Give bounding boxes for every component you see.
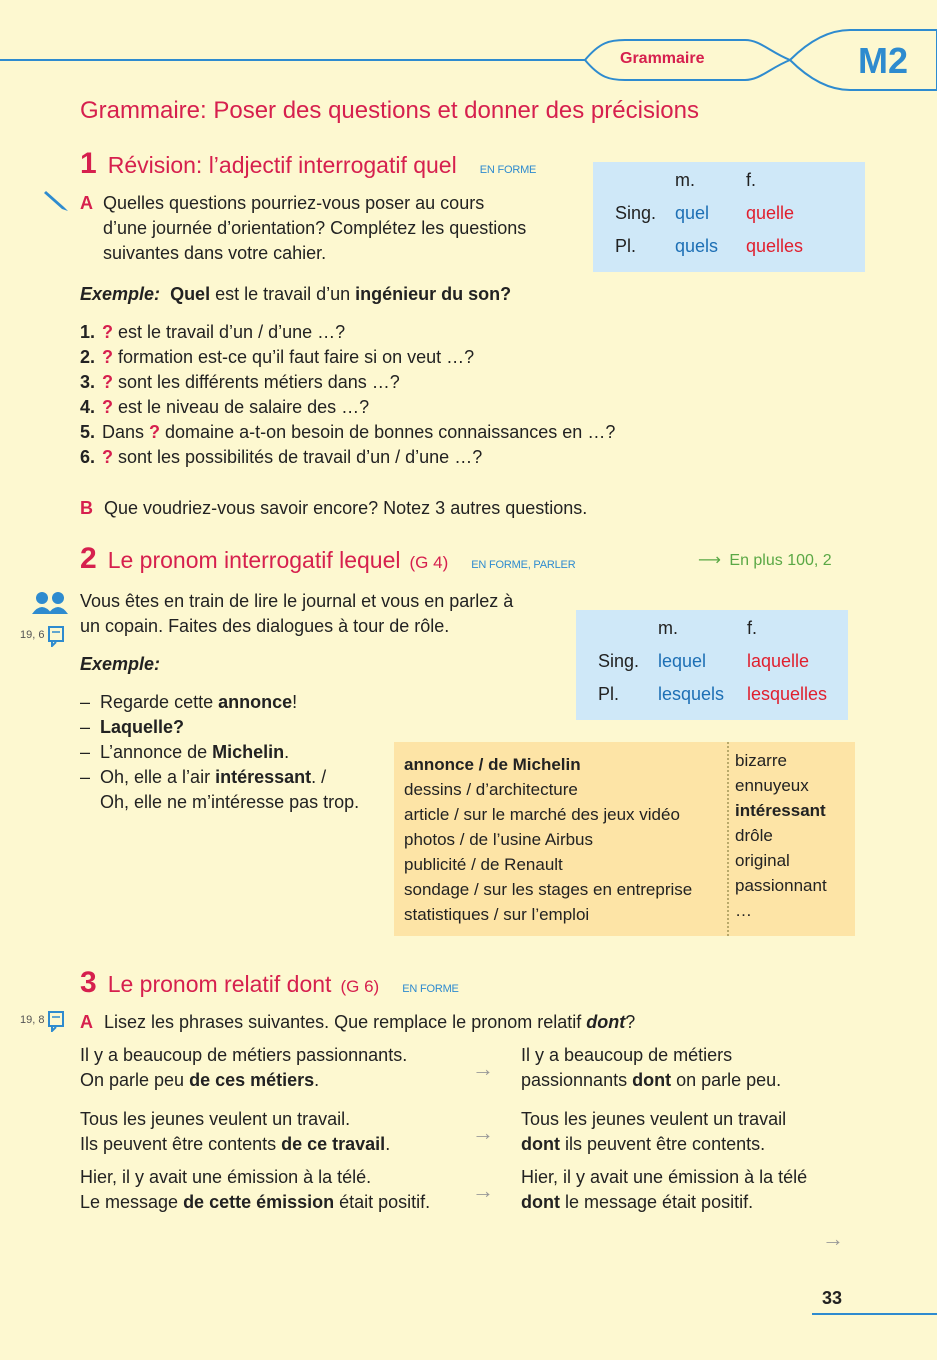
pair-left <box>80 1165 430 1215</box>
pair-text: . <box>385 1134 391 1154</box>
section3-A <box>80 1012 635 1033</box>
item-text: sont les possibilités de travail d’un / d’une …? <box>113 447 483 467</box>
section1-A-line3: suivantes dans votre cahier. <box>103 243 327 263</box>
en-plus-label: En plus 100, 2 <box>729 552 832 569</box>
section1-heading <box>80 147 536 181</box>
pair-bold: de cette émission <box>183 1192 335 1212</box>
section3-A-end: ? <box>625 1012 636 1032</box>
dialog-text: Regarde cette <box>100 692 219 712</box>
section2-ref: (G 4) <box>409 553 449 572</box>
quel-col-f: f. <box>746 170 757 190</box>
section3-side-ref: 19, 8 <box>20 1014 45 1026</box>
lequel-pl-f: lesquelles <box>747 684 828 704</box>
item-text: est le niveau de salaire des …? <box>113 397 370 417</box>
adjective-item: drôle <box>735 826 773 845</box>
adjective-list <box>735 748 827 923</box>
item-blank: ? <box>102 397 113 417</box>
section1-B <box>80 498 587 519</box>
quel-pl-m: quels <box>675 236 719 256</box>
arrow-right-icon: → <box>472 1178 494 1203</box>
dialog-line: – Oh, elle a l’air intéressant. / <box>80 767 327 787</box>
section2-side-ref: 19, 6 <box>20 629 45 641</box>
en-plus-link[interactable] <box>698 550 832 570</box>
quel-col-m: m. <box>675 170 695 190</box>
lequel-row-pl: Pl. <box>598 684 620 704</box>
pair-right-line: Il y a beaucoup de métiers <box>521 1045 733 1065</box>
adjective-item: bizarre <box>735 751 787 770</box>
quel-sing-m: quel <box>675 203 710 223</box>
dialog-line: – Laquelle? <box>80 717 185 737</box>
pair-text: Le message <box>80 1192 184 1212</box>
quel-table <box>593 162 865 272</box>
item-blank: ? <box>102 347 113 367</box>
item-pre: Dans <box>102 422 150 442</box>
pair-right-line <box>521 1190 807 1215</box>
noun-item: photos / de l’usine Airbus <box>404 830 594 849</box>
workbook-icon <box>47 1010 65 1032</box>
section2-dialog <box>80 690 359 815</box>
pair-right-line <box>521 1068 781 1093</box>
lequel-table <box>576 610 848 720</box>
noun-item: sondage / sur les stages en entreprise <box>404 880 693 899</box>
pair-bold: dont <box>632 1070 672 1090</box>
lequel-col-f: f. <box>747 618 758 638</box>
quel-sing-f: quelle <box>746 203 795 223</box>
pair-bold: dont <box>521 1192 560 1212</box>
noun-item: dessins / d’architecture <box>404 780 578 799</box>
pair-text: On parle peu <box>80 1070 190 1090</box>
section2-intro-line2: un copain. Faites des dialogues à tour de rôle. <box>80 616 450 636</box>
noun-item: statistiques / sur l’emploi <box>404 905 590 924</box>
footer-rule <box>812 1313 937 1315</box>
section2-intro-line1: Vous êtes en train de lire le journal et vous en parlez à <box>80 591 514 611</box>
item-number: 3. <box>80 372 96 392</box>
item-text: formation est-ce qu’il faut faire si on veut …? <box>113 347 475 367</box>
pair-right-line <box>521 1132 786 1157</box>
pencil-icon <box>42 187 72 213</box>
pair-right <box>521 1165 807 1215</box>
item-text: sont les différents métiers dans …? <box>113 372 400 392</box>
module-label: M2 <box>858 40 909 81</box>
section1-tag: EN FORME <box>479 164 537 176</box>
pair-text: passionnants <box>521 1070 633 1090</box>
example-text: est le travail d’un <box>210 284 356 304</box>
page-title: Grammaire: Poser des questions et donner des précisions <box>80 97 699 124</box>
lequel-sing-m: lequel <box>658 651 707 671</box>
dialog-bold: Laquelle? <box>100 717 185 737</box>
adjective-item: … <box>735 901 752 920</box>
workbook-icon <box>47 625 65 647</box>
item-text: est le travail d’un / d’une …? <box>113 322 346 342</box>
section1-A-line1: Quelles questions pourriez-vous poser au cours <box>103 193 485 213</box>
arrow-right-icon: ⟶ <box>698 552 721 569</box>
list-item <box>80 370 615 395</box>
pair-text: . <box>314 1070 320 1090</box>
section3-A-letter: A <box>80 1012 93 1032</box>
list-item <box>80 395 615 420</box>
dialog-text: ! <box>292 692 298 712</box>
dialog-text: Oh, elle ne m’intéresse pas trop. <box>100 792 360 812</box>
pair-left-line: Tous les jeunes veulent un travail. <box>80 1109 351 1129</box>
dialog-text: . <box>284 742 290 762</box>
quel-pl-f: quelles <box>746 236 804 256</box>
section2-number: 2 <box>80 542 97 575</box>
section3-tag: EN FORME <box>402 983 459 995</box>
section1-example <box>80 284 511 305</box>
dialog-bold: intéressant <box>215 767 312 787</box>
pair-bold: de ces métiers <box>189 1070 315 1090</box>
dialog-text: L’annonce de <box>100 742 213 762</box>
list-item <box>80 420 615 445</box>
pair-right <box>521 1107 786 1157</box>
dialog-bold: Michelin <box>212 742 285 762</box>
example-quel: Quel <box>170 284 211 304</box>
dialog-bold: annonce <box>218 692 293 712</box>
section3-ref: (G 6) <box>340 977 380 996</box>
item-number: 5. <box>80 422 96 442</box>
dialog-line: – L’annonce de Michelin. <box>80 742 290 762</box>
vocab-divider <box>727 742 729 936</box>
section1-number: 1 <box>80 147 97 180</box>
header-tab-label: Grammaire <box>620 50 705 67</box>
dialog-text: . / <box>311 767 327 787</box>
item-number: 2. <box>80 347 96 367</box>
section2-intro <box>80 589 513 639</box>
section3-A-word: dont <box>586 1012 626 1032</box>
lequel-col-m: m. <box>658 618 678 638</box>
pair-left-line <box>80 1068 407 1093</box>
item-text: domaine a-t-on besoin de bonnes connaissances en …? <box>160 422 616 442</box>
pair-bold: dont <box>521 1134 560 1154</box>
lequel-pl-m: lesquels <box>658 684 725 704</box>
section1-B-letter: B <box>80 498 93 518</box>
list-item <box>80 445 615 470</box>
section1-A-text <box>103 191 583 266</box>
pair-left-line <box>80 1132 390 1157</box>
lequel-row-sing: Sing. <box>598 651 640 671</box>
pair-left-line: Hier, il y avait une émission à la télé. <box>80 1167 372 1187</box>
section2-heading <box>80 542 575 576</box>
pair-left <box>80 1107 390 1157</box>
pair-left <box>80 1043 407 1093</box>
item-blank: ? <box>102 372 113 392</box>
quel-row-sing: Sing. <box>615 203 657 223</box>
dialog-text: Oh, elle a l’air <box>100 767 216 787</box>
section1-list <box>80 320 615 470</box>
vocab-box <box>394 742 855 936</box>
list-item <box>80 320 615 345</box>
section2-tag: EN FORME, PARLER <box>471 559 576 571</box>
section1-B-text: Que voudriez-vous savoir encore? Notez 3 autres questions. <box>104 498 588 518</box>
lequel-sing-f: laquelle <box>747 651 810 671</box>
section2-title: Le pronom interrogatif lequel <box>107 547 401 573</box>
pair-text: on parle peu. <box>671 1070 782 1090</box>
item-number: 4. <box>80 397 96 417</box>
section2-example-label: Exemple: <box>80 654 161 674</box>
pair-work-icon <box>30 590 70 616</box>
pair-text: le message était positif. <box>559 1192 754 1212</box>
adjective-item: original <box>735 851 790 870</box>
pair-left-line <box>80 1190 430 1215</box>
pair-bold: de ce travail <box>281 1134 386 1154</box>
pair-right-line: Hier, il y avait une émission à la télé <box>521 1167 808 1187</box>
arrow-right-icon: → <box>472 1056 494 1081</box>
item-number: 1. <box>80 322 96 342</box>
pair-text: était positif. <box>334 1192 431 1212</box>
section1-A-letter: A <box>80 193 93 213</box>
section3-number: 3 <box>80 966 97 999</box>
pair-text: Ils peuvent être contents <box>80 1134 282 1154</box>
section3-heading <box>80 966 459 1000</box>
page-number: 33 <box>822 1288 843 1308</box>
header-wave <box>0 0 937 100</box>
item-blank: ? <box>102 447 113 467</box>
item-blank: ? <box>149 422 161 442</box>
item-number: 6. <box>80 447 96 467</box>
section1-A-line2: d’une journée d’orientation? Complétez les questions <box>103 218 527 238</box>
dialog-line <box>80 790 359 815</box>
pair-right <box>521 1043 781 1093</box>
dialog-line: – Regarde cette annonce! <box>80 692 298 712</box>
next-page-arrow[interactable]: → <box>822 1226 844 1251</box>
adjective-item: intéressant <box>735 801 826 820</box>
pair-left-line: Il y a beaucoup de métiers passionnants. <box>80 1045 408 1065</box>
noun-list <box>404 752 692 927</box>
example-bold: ingénieur du son? <box>355 284 512 304</box>
adjective-item: passionnant <box>735 876 827 895</box>
noun-item: publicité / de Renault <box>404 855 563 874</box>
pair-text: ils peuvent être contents. <box>559 1134 766 1154</box>
item-blank: ? <box>102 322 113 342</box>
example-label: Exemple: <box>80 284 161 304</box>
section1-title: Révision: l’adjectif interrogatif quel <box>107 152 457 178</box>
noun-item: article / sur le marché des jeux vidéo <box>404 805 680 824</box>
pair-right-line: Tous les jeunes veulent un travail <box>521 1109 787 1129</box>
arrow-right-icon: → <box>472 1120 494 1145</box>
adjective-item: ennuyeux <box>735 776 809 795</box>
quel-row-pl: Pl. <box>615 236 637 256</box>
list-item <box>80 345 615 370</box>
noun-item: annonce / de Michelin <box>404 755 581 774</box>
section3-A-text: Lisez les phrases suivantes. Que remplace le pronom relatif <box>104 1012 587 1032</box>
section3-title: Le pronom relatif dont <box>107 971 332 997</box>
